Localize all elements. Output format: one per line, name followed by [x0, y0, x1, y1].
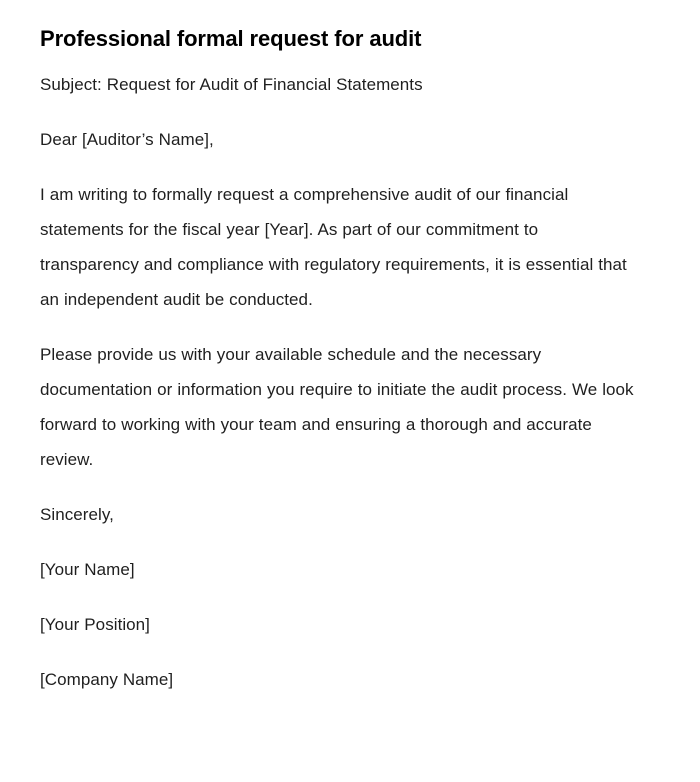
letter-body: [40, 67, 636, 697]
signature-name: [Your Name]: [40, 560, 135, 579]
signature-company: [Company Name]: [40, 670, 174, 689]
body-paragraph-1: I am writing to formally request a comprehensive audit of our financial statements for the fiscal year [Year]. As part of our commitment to transparency and compliance with regulatory requirements, it is essential that an independent audit be conducted.: [40, 185, 627, 309]
signature-position: [Your Position]: [40, 615, 150, 634]
page-title: Professional formal request for audit: [40, 26, 422, 51]
closing: Sincerely,: [40, 505, 114, 524]
subject-line: Subject: Request for Audit of Financial Statements: [40, 75, 423, 94]
body-paragraph-2: Please provide us with your available schedule and the necessary documentation or information you require to initiate the audit process. We look forward to working with your team and ensuring a thorough and accurate review.: [40, 345, 634, 469]
salutation: Dear [Auditor’s Name],: [40, 130, 214, 149]
